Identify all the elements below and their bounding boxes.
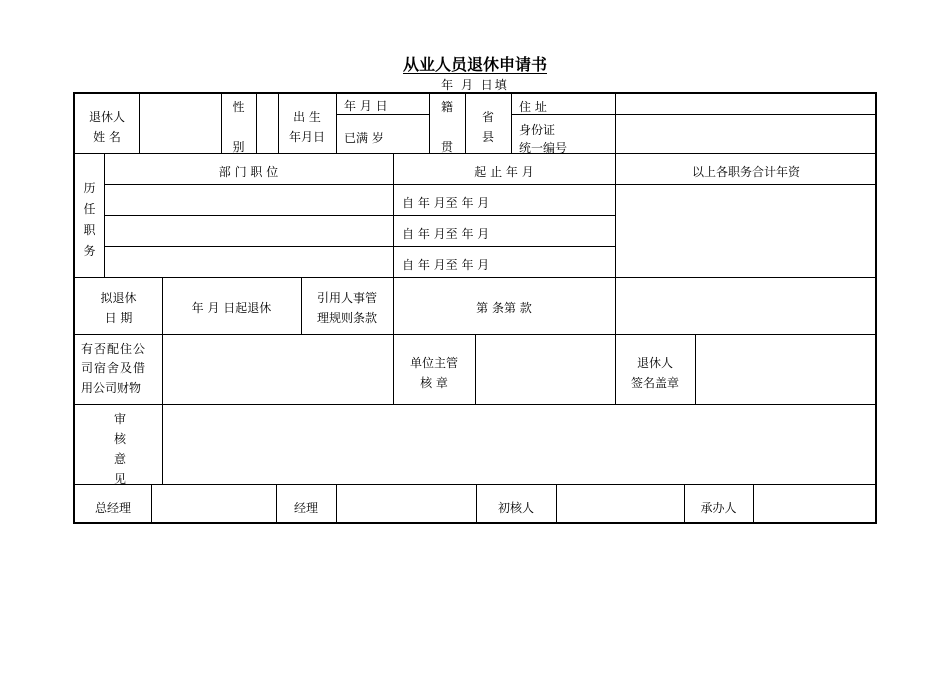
manager-label: 经理 xyxy=(293,501,318,515)
review-label-1: 审 xyxy=(113,412,126,426)
birth-date-field[interactable]: 年 月 日 xyxy=(344,99,388,113)
col-divider xyxy=(301,277,302,334)
seniority-header: 以上各职务合计年资 xyxy=(691,165,800,179)
unit-head-label-2: 核 章 xyxy=(420,376,448,390)
native-label-bottom: 贯 xyxy=(440,140,453,154)
county-label: 县 xyxy=(481,130,494,144)
retire-date-field[interactable]: 年 月 日起退休 xyxy=(191,301,272,315)
native-label-top: 籍 xyxy=(440,100,453,114)
clause-field[interactable]: 第 条第 款 xyxy=(476,301,532,315)
rules-label-1: 引用人事管 xyxy=(316,291,377,305)
retiree-sign-label-1: 退休人 xyxy=(636,356,673,370)
period-row-1[interactable]: 自 年 月至 年 月 xyxy=(402,196,490,210)
gm-sign-field[interactable] xyxy=(152,485,275,523)
retiree-sign-label-2: 签名盖章 xyxy=(630,376,679,390)
period-row-3[interactable]: 自 年 月至 年 月 xyxy=(402,258,490,272)
dorm-question-2: 司宿舍及借 xyxy=(81,361,147,375)
dept-position-header: 部 门 职 位 xyxy=(218,165,279,179)
gender-label-bottom: 别 xyxy=(232,140,245,154)
name-field[interactable] xyxy=(140,95,220,152)
period-header: 起 止 年 月 xyxy=(474,165,534,179)
retire-extra-field[interactable] xyxy=(616,278,877,333)
name-label: 姓 名 xyxy=(93,130,121,144)
id-label-1: 身份证 xyxy=(519,123,556,137)
gender-field[interactable] xyxy=(257,95,277,152)
id-label-2: 统一编号 xyxy=(519,141,568,155)
history-label-1: 历 xyxy=(83,181,96,195)
history-label-4: 务 xyxy=(83,244,96,258)
fill-date-line: 年 月 日填 xyxy=(441,78,509,92)
row-divider xyxy=(337,114,429,115)
col-divider xyxy=(336,94,337,153)
history-label-3: 职 xyxy=(83,223,96,237)
unit-head-label-1: 单位主管 xyxy=(409,356,458,370)
address-label: 住 址 xyxy=(519,100,547,114)
review-label-3: 意 xyxy=(113,452,126,466)
rules-label-2: 理规则条款 xyxy=(316,311,377,325)
handler-label: 承办人 xyxy=(700,501,737,515)
dept-field-2[interactable] xyxy=(105,216,392,245)
gm-label: 总经理 xyxy=(94,501,131,515)
dorm-question-3: 用公司财物 xyxy=(81,381,142,395)
checker-label: 初核人 xyxy=(497,501,534,515)
row-divider xyxy=(75,153,877,154)
retiree-label: 退休人 xyxy=(88,110,125,124)
history-label-2: 任 xyxy=(83,202,96,216)
retire-date-label-2: 日 期 xyxy=(104,311,133,325)
address-field[interactable] xyxy=(616,95,877,114)
id-number-field[interactable] xyxy=(616,115,877,153)
unit-head-seal-field[interactable] xyxy=(476,335,614,403)
seniority-field[interactable] xyxy=(616,185,877,276)
retire-date-label-1: 拟退休 xyxy=(100,291,137,305)
dorm-answer-field[interactable] xyxy=(163,335,392,403)
period-row-2[interactable]: 自 年 月至 年 月 xyxy=(402,227,490,241)
dorm-question-1: 有否配住公 xyxy=(81,342,147,356)
application-form-table xyxy=(73,92,877,524)
birth-label-1: 出 生 xyxy=(293,110,321,124)
dept-field-1[interactable] xyxy=(105,185,392,214)
retiree-sign-field[interactable] xyxy=(696,335,877,403)
review-opinion-field[interactable] xyxy=(163,405,877,483)
review-label-2: 核 xyxy=(113,432,126,446)
manager-sign-field[interactable] xyxy=(337,485,475,523)
form-title: 从业人员退休申请书 xyxy=(402,55,547,74)
birth-label-2: 年月日 xyxy=(288,130,325,144)
col-divider xyxy=(511,94,512,153)
review-label-4: 见 xyxy=(113,472,126,486)
province-label: 省 xyxy=(481,110,494,124)
checker-sign-field[interactable] xyxy=(557,485,683,523)
age-field[interactable]: 已满 岁 xyxy=(344,131,384,145)
dept-field-3[interactable] xyxy=(105,247,392,276)
gender-label-top: 性 xyxy=(232,100,245,114)
handler-sign-field[interactable] xyxy=(754,485,877,523)
